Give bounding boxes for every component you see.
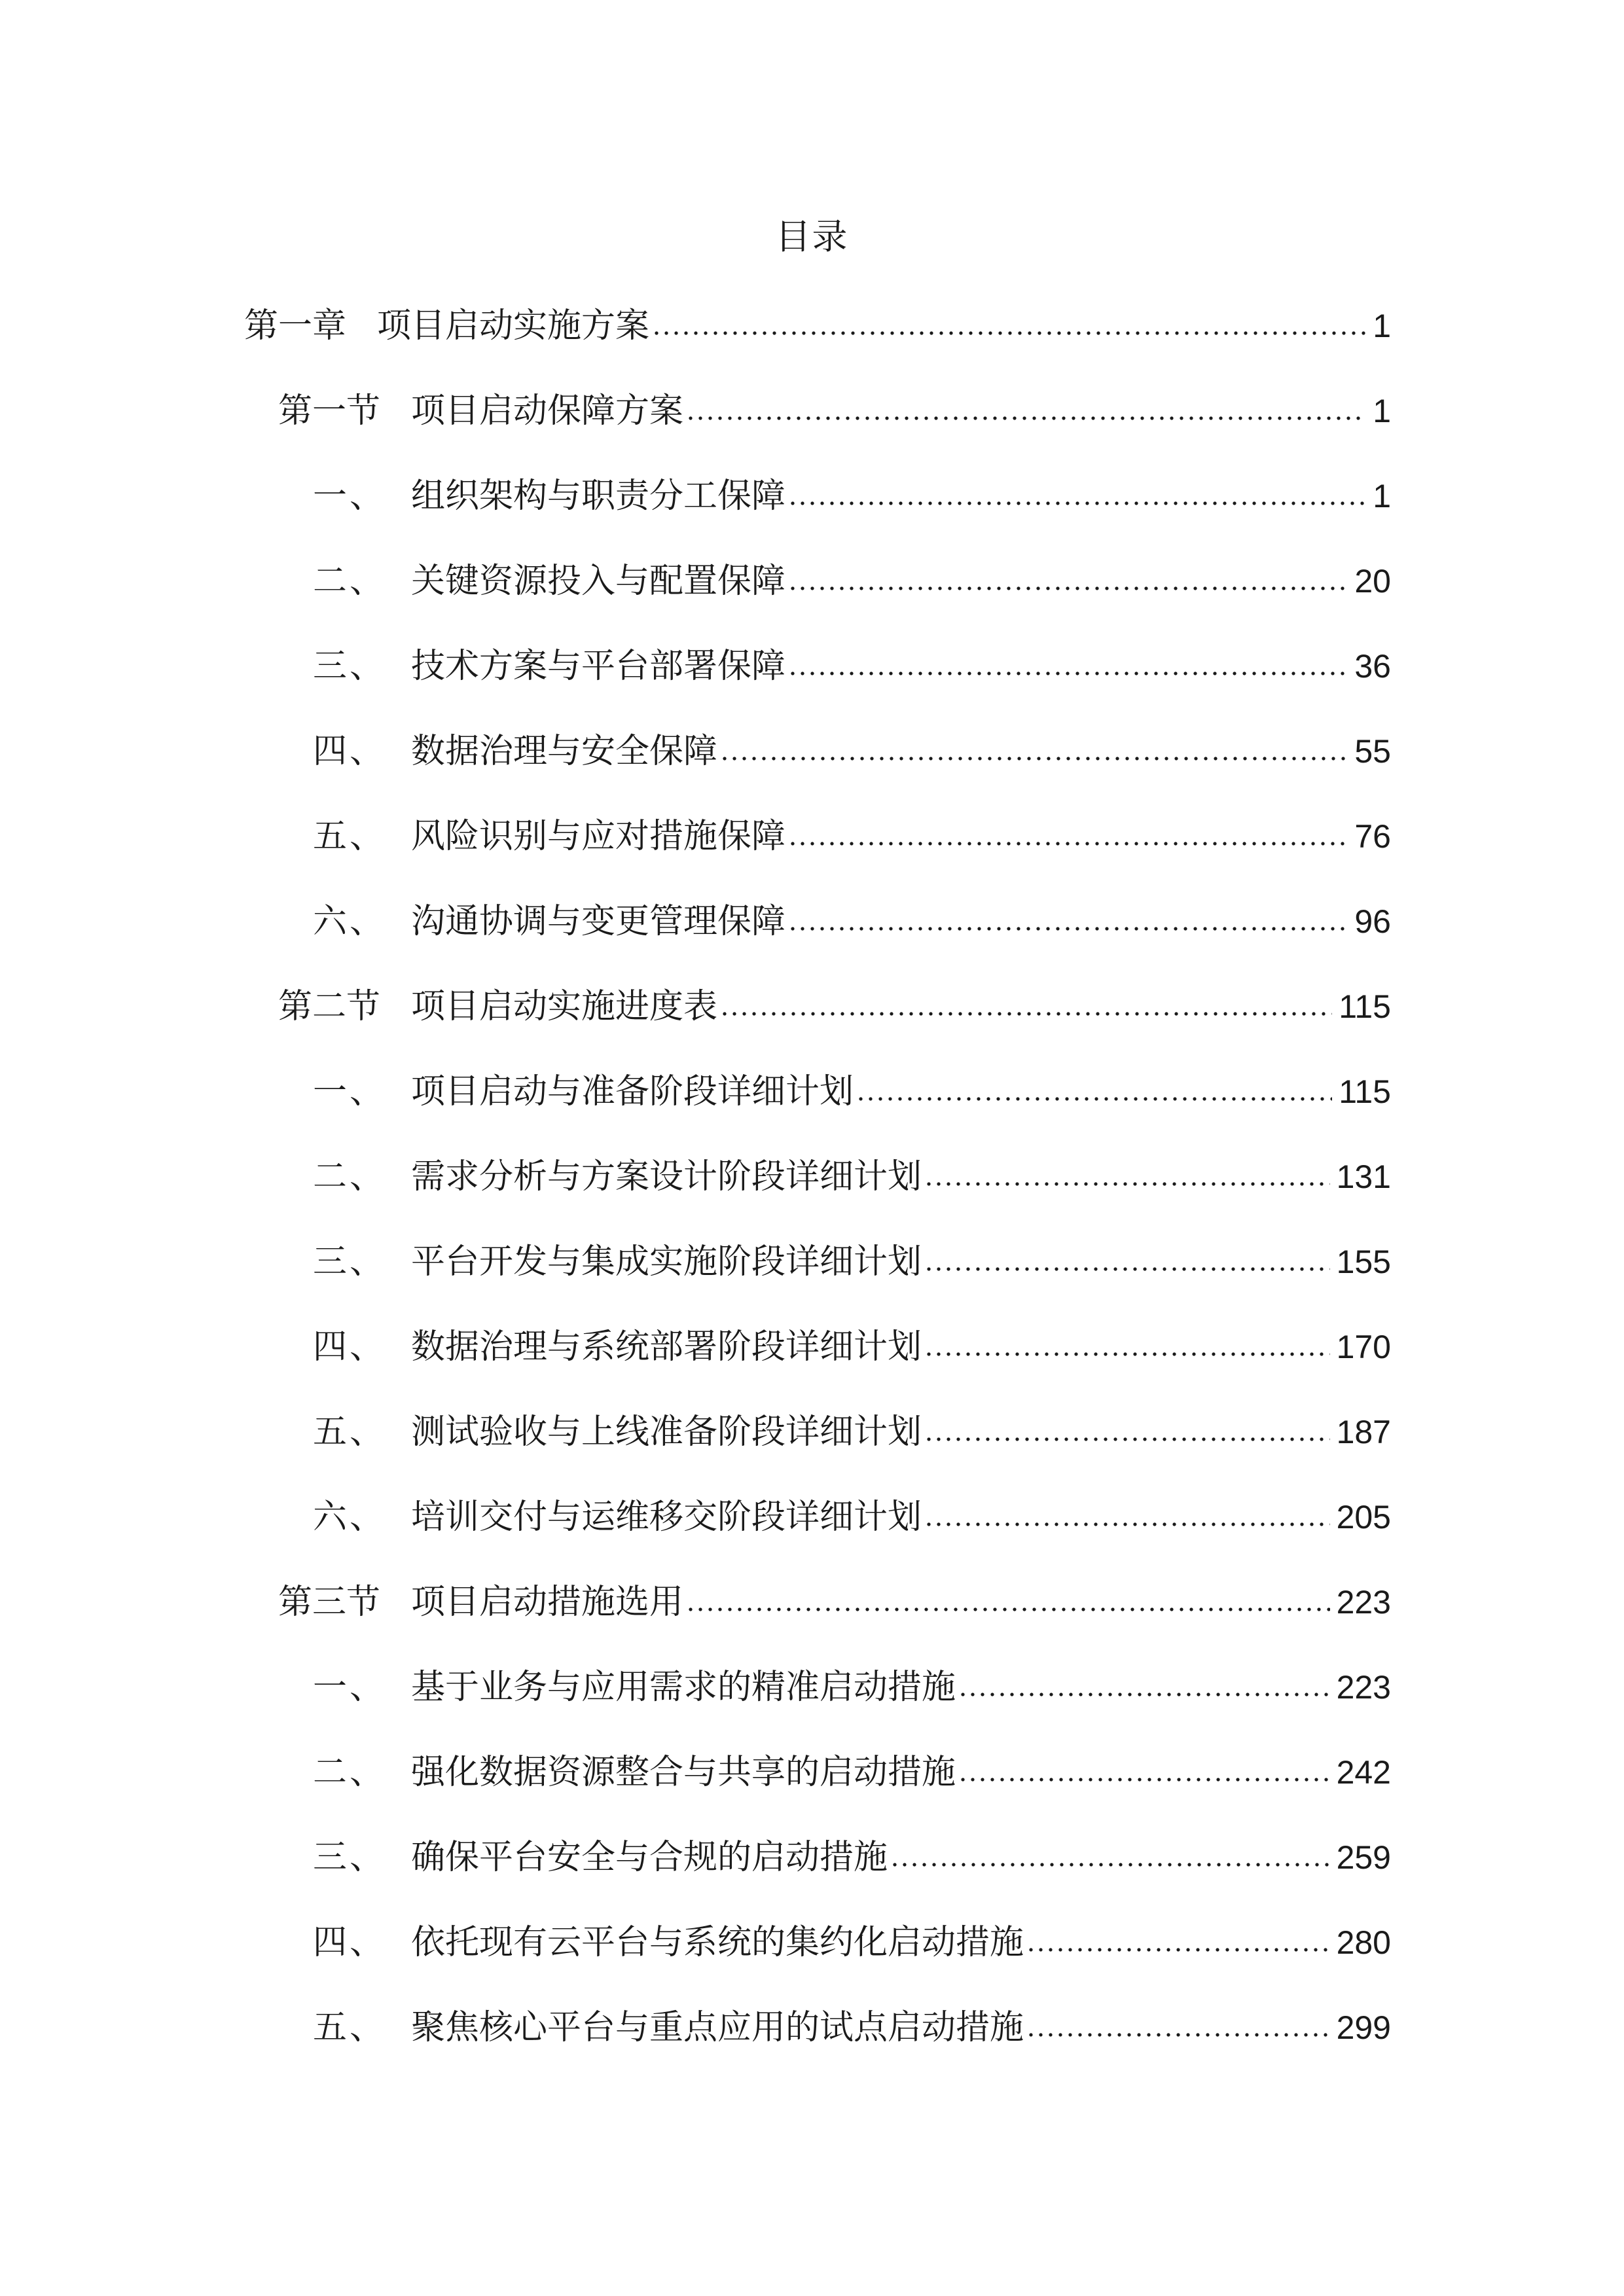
dot-leader <box>791 586 1348 590</box>
toc-entry-label: 基于业务与应用需求的精准启动措施 <box>411 1668 956 1707</box>
dot-leader <box>791 927 1348 931</box>
dot-leader <box>1029 1948 1330 1952</box>
toc-entry-number: 二、 <box>313 1753 387 1792</box>
toc-entry-label: 平台开发与集成实施阶段详细计划 <box>411 1242 922 1282</box>
toc-entry-label: 依托现有云平台与系统的集约化启动措施 <box>411 1923 1024 1962</box>
toc-entry-item[interactable] <box>313 895 1391 948</box>
toc-entry-page: 76 <box>1354 818 1391 855</box>
toc-entry-item[interactable] <box>313 810 1391 863</box>
toc-entry-item[interactable] <box>313 1151 1391 1203</box>
dot-leader <box>689 416 1366 420</box>
toc-entry-item[interactable] <box>313 1321 1391 1373</box>
toc-entry-page: 115 <box>1339 988 1391 1025</box>
toc-entry-number: 三、 <box>313 647 387 686</box>
dot-leader <box>1029 2033 1330 2037</box>
dot-leader <box>859 1097 1332 1101</box>
toc-entry-page: 187 <box>1336 1414 1391 1450</box>
dot-leader <box>791 672 1348 675</box>
toc-entry-page: 20 <box>1354 563 1391 600</box>
toc-entry-page: 1 <box>1373 478 1391 514</box>
dot-leader <box>791 842 1348 846</box>
toc-entry-page: 259 <box>1336 1839 1391 1876</box>
toc-entry-page: 115 <box>1339 1073 1391 1110</box>
toc-entry-item[interactable] <box>313 1406 1391 1458</box>
toc-entry-label: 数据治理与安全保障 <box>411 732 718 771</box>
toc-entry-page: 299 <box>1336 2009 1391 2046</box>
toc-entry-label: 项目启动实施方案 <box>377 306 650 346</box>
toc-entry-page: 170 <box>1336 1329 1391 1365</box>
toc-entry-number: 三、 <box>313 1838 387 1877</box>
toc-entry-label: 组织架构与职责分工保障 <box>411 476 786 516</box>
toc-entry-number: 第三节 <box>278 1583 381 1622</box>
toc-entry-section-2[interactable] <box>278 980 1391 1033</box>
toc-entry-label: 项目启动保障方案 <box>411 391 684 431</box>
toc-entry-number: 四、 <box>313 1327 387 1367</box>
toc-entry-label: 技术方案与平台部署保障 <box>411 647 786 686</box>
toc-entry-item[interactable] <box>313 2001 1391 2054</box>
toc-entry-page: 55 <box>1354 733 1391 770</box>
toc-entry-number: 六、 <box>313 902 387 941</box>
toc-entry-label: 项目启动措施选用 <box>411 1583 684 1622</box>
toc-entry-number: 三、 <box>313 1242 387 1282</box>
toc-entry-item[interactable] <box>313 1491 1391 1543</box>
toc-entry-page: 223 <box>1336 1584 1391 1621</box>
toc-entry-page: 36 <box>1354 648 1391 685</box>
toc-entry-label: 测试验收与上线准备阶段详细计划 <box>411 1412 922 1452</box>
toc-entry-page: 1 <box>1373 393 1391 429</box>
toc-entry-section-3[interactable] <box>278 1576 1391 1628</box>
toc-entry-number: 一、 <box>313 476 387 516</box>
dot-leader <box>927 1352 1330 1356</box>
dot-leader <box>723 1012 1332 1016</box>
toc-entry-page: 242 <box>1336 1754 1391 1791</box>
dot-leader <box>723 757 1348 761</box>
toc-entry-number: 二、 <box>313 562 387 601</box>
toc-entry-label: 风险识别与应对措施保障 <box>411 817 786 856</box>
toc-entry-label: 聚焦核心平台与重点应用的试点启动措施 <box>411 2008 1024 2047</box>
toc-entry-label: 培训交付与运维移交阶段详细计划 <box>411 1498 922 1537</box>
toc-entry-number: 五、 <box>313 817 387 856</box>
dot-leader <box>927 1522 1330 1526</box>
toc-entry-number: 第一节 <box>278 391 381 431</box>
toc-entry-item[interactable] <box>313 1746 1391 1799</box>
toc-entry-item[interactable] <box>313 725 1391 778</box>
toc-entry-label: 沟通协调与变更管理保障 <box>411 902 786 941</box>
toc-entry-number: 一、 <box>313 1072 387 1111</box>
dot-leader <box>927 1182 1330 1186</box>
toc-entry-page: 223 <box>1336 1669 1391 1706</box>
dot-leader <box>689 1607 1330 1611</box>
dot-leader <box>927 1267 1330 1271</box>
toc-entry-number: 五、 <box>313 2008 387 2047</box>
toc-entry-item[interactable] <box>313 1916 1391 1969</box>
toc-entry-page: 131 <box>1336 1158 1391 1195</box>
toc-entry-chapter-1[interactable] <box>244 300 1391 352</box>
toc-entry-label: 项目启动与准备阶段详细计划 <box>411 1072 854 1111</box>
toc-entry-item[interactable] <box>313 1661 1391 1713</box>
toc-entry-label: 项目启动实施进度表 <box>411 987 718 1026</box>
dot-leader <box>927 1437 1330 1441</box>
toc-entry-number: 六、 <box>313 1498 387 1537</box>
toc-entry-label: 强化数据资源整合与共享的启动措施 <box>411 1753 956 1792</box>
dot-leader <box>791 501 1366 505</box>
toc-entry-label: 确保平台安全与合规的启动措施 <box>411 1838 888 1877</box>
toc-entry-number: 四、 <box>313 1923 387 1962</box>
toc-entry-page: 280 <box>1336 1924 1391 1961</box>
toc-entry-label: 数据治理与系统部署阶段详细计划 <box>411 1327 922 1367</box>
toc-entry-item[interactable] <box>313 1066 1391 1118</box>
dot-leader <box>655 331 1366 335</box>
toc-entry-section-1[interactable] <box>278 385 1391 437</box>
toc-entry-page: 155 <box>1336 1244 1391 1280</box>
toc-title: 目录 <box>775 216 849 257</box>
toc-entry-item[interactable] <box>313 1831 1391 1884</box>
toc-entry-number: 一、 <box>313 1668 387 1707</box>
toc-entry-number: 第二节 <box>278 987 381 1026</box>
toc-entry-item[interactable] <box>313 470 1391 522</box>
toc-entry-item[interactable] <box>313 555 1391 607</box>
dot-leader <box>961 1693 1330 1696</box>
toc-entry-label: 关键资源投入与配置保障 <box>411 562 786 601</box>
toc-entry-number: 四、 <box>313 732 387 771</box>
toc-entry-item[interactable] <box>313 1236 1391 1288</box>
toc-entry-number: 五、 <box>313 1412 387 1452</box>
toc-entry-page: 96 <box>1354 903 1391 940</box>
dot-leader <box>893 1863 1330 1867</box>
dot-leader <box>961 1778 1330 1782</box>
toc-entry-number: 第一章 <box>244 306 347 346</box>
toc-entry-label: 需求分析与方案设计阶段详细计划 <box>411 1157 922 1196</box>
toc-entry-page: 205 <box>1336 1499 1391 1535</box>
toc-entry-number: 二、 <box>313 1157 387 1196</box>
toc-entry-item[interactable] <box>313 640 1391 692</box>
toc-entry-page: 1 <box>1373 308 1391 344</box>
